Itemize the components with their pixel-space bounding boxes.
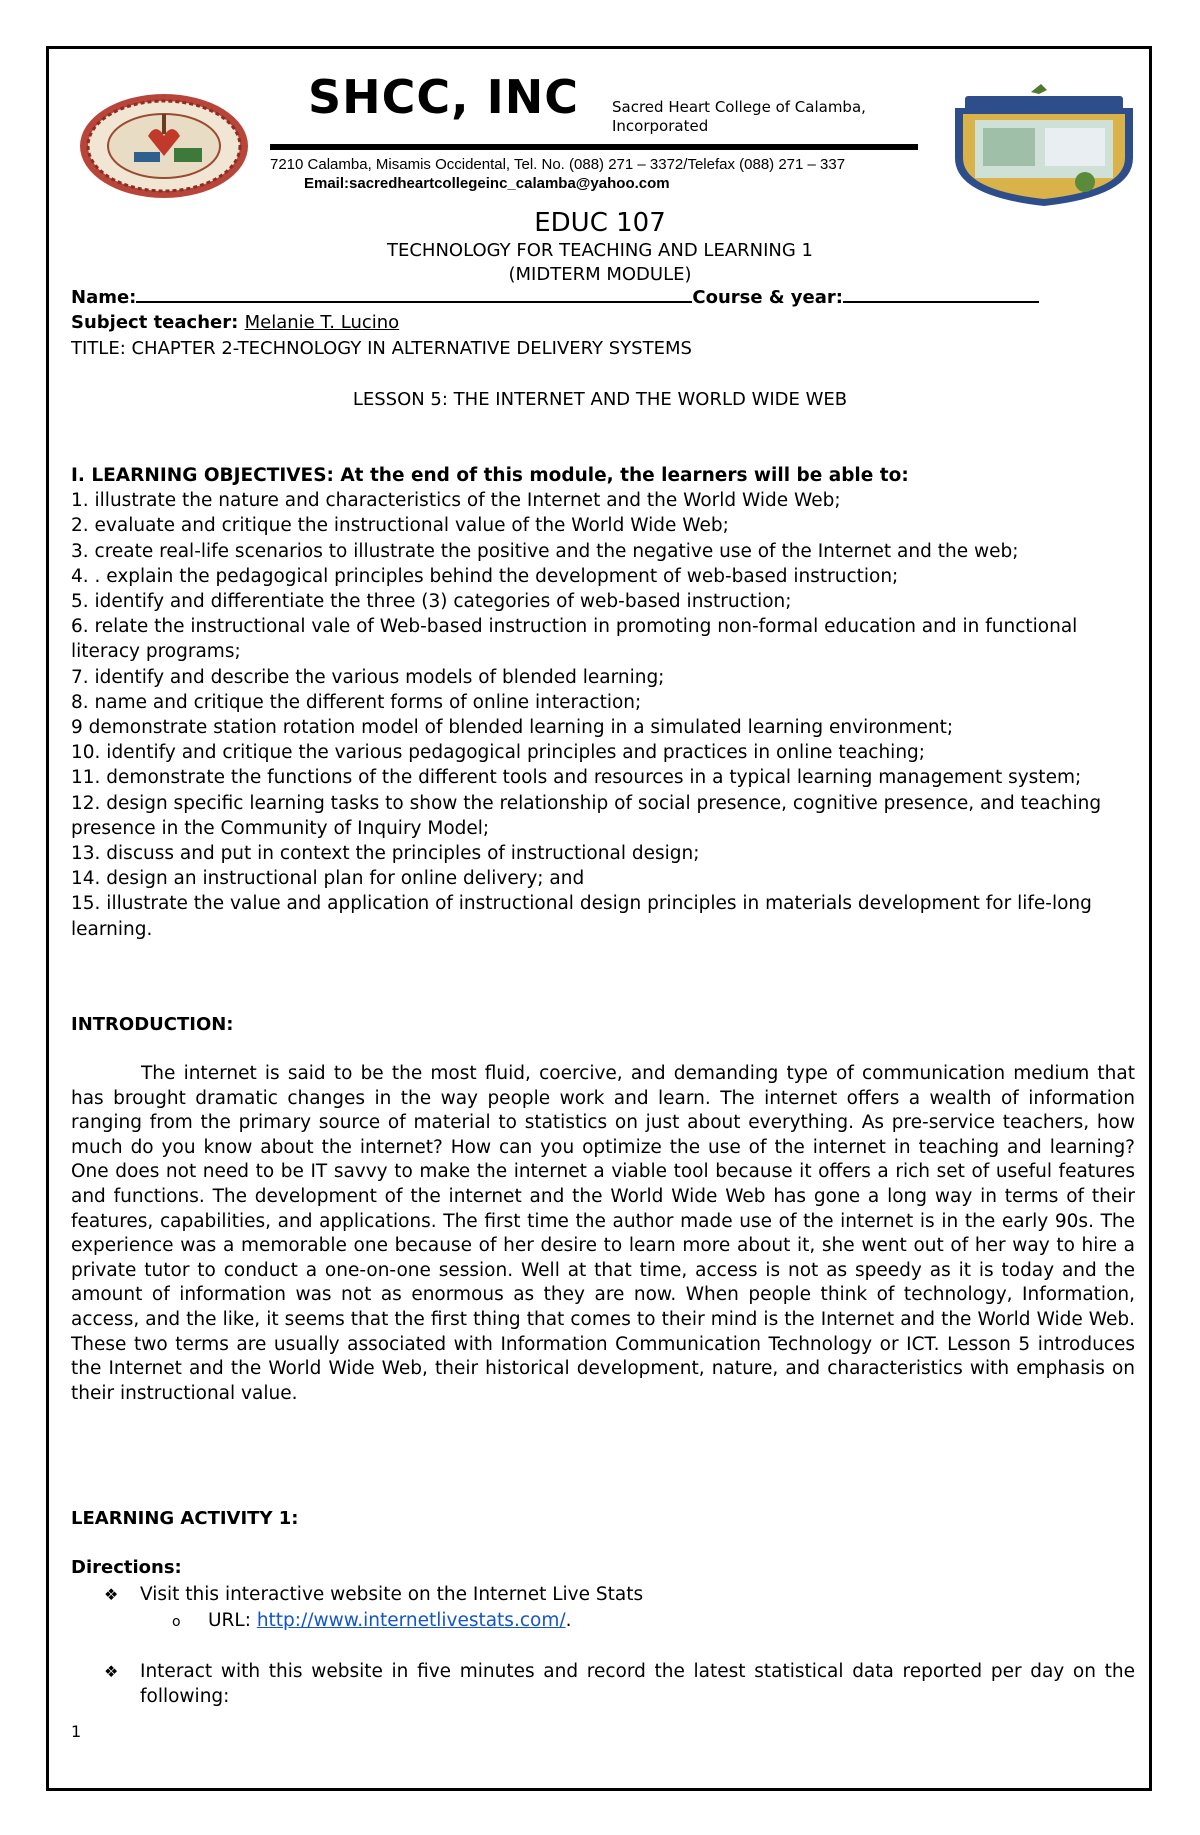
name-blank[interactable]: [136, 299, 692, 303]
brand-name: SHCC, INC: [308, 70, 580, 124]
direction-item: [104, 1584, 643, 1605]
name-label: Name:: [71, 287, 137, 308]
objective-item: 9 demonstrate station rotation model of blended learning in a simulated learning environment;: [71, 717, 954, 739]
introduction-heading: INTRODUCTION:: [71, 1014, 234, 1035]
teacher-name: Melanie T. Lucino: [244, 312, 400, 333]
teacher-line: [71, 312, 399, 333]
diamond-bullet-icon: ❖: [104, 1662, 119, 1681]
brand-subtitle: Sacred Heart College of Calamba, Incorporated: [612, 98, 866, 135]
course-title: TECHNOLOGY FOR TEACHING AND LEARNING 1: [386, 240, 814, 261]
objective-item: 7. identify and describe the various models of blended learning;: [71, 666, 665, 688]
course-code: EDUC 107: [534, 208, 666, 238]
objective-item: 6. relate the instructional vale of Web-based instruction in promoting non-formal education and in functional literacy programs;: [71, 616, 1078, 663]
url-label: URL:: [208, 1610, 257, 1631]
introduction-body: The internet is said to be the most fluid, coercive, and demanding type of communication medium that has brought dramatic changes in the way people work and learn. The internet offers a wealth of information ranging from the primary source of material to statistics on just about everything. As pre-service teachers, how much do you know about the internet? How can you optimize the use of the internet in teaching and learning? One does not need to be IT savvy to make the internet a viable tool because it offers a rich set of useful features and functions. The development of the internet and the World Wide Web has gone a long way in terms of their features, capabilities, and applications. The first time the author made use of the internet is in the early 90s. The experience was a memorable one because of her desire to learn more about it, she went out of her way to hire a private tutor to conduct a one-on-one session. Well at that time, access is not as speedy as it is today and the amount of information was not as enormous as they are now. When people think of technology, Information, access, and the like, it seems that the first thing that comes to their mind is the Internet and the World Wide Web. These two terms are usually associated with Information Communication Technology or ICT. Lesson 5 introduces the Internet and the World Wide Web, their historical development, nature, and characteristics with emphasis on their instructional value.: [71, 1063, 1135, 1404]
circle-bullet-icon: o: [172, 1614, 181, 1630]
teacher-label: Subject teacher:: [71, 312, 239, 333]
objective-item: 5. identify and differentiate the three (3) categories of web-based instruction;: [71, 591, 792, 613]
college-seal-logo: [78, 92, 250, 200]
module-label: (MIDTERM MODULE): [508, 264, 692, 285]
header-rule: [270, 144, 918, 150]
objective-item: 14. design an instructional plan for online delivery; and: [71, 868, 585, 890]
url-trail: .: [565, 1610, 572, 1631]
objective-item: 4. . explain the pedagogical principles behind the development of web-based instruction;: [71, 565, 899, 587]
objective-item: 8. name and critique the different forms of online interaction;: [71, 691, 642, 713]
direction-text: Interact with this website in five minutes and record the latest statistical data reported per day on the following:: [140, 1661, 1135, 1707]
direction-text: Visit this interactive website on the Internet Live Stats: [140, 1584, 644, 1605]
objective-item: 1. illustrate the nature and characteristics of the Internet and the World Wide Web;: [71, 490, 841, 512]
page-number: 1: [71, 1722, 82, 1741]
diamond-bullet-icon: ❖: [104, 1585, 119, 1604]
activity-heading: LEARNING ACTIVITY 1:: [71, 1508, 299, 1529]
internet-live-stats-link[interactable]: http://www.internetlivestats.com/: [256, 1610, 566, 1631]
objective-item: 10. identify and critique the various pedagogical principles and practices in online teaching;: [71, 742, 926, 764]
email: Email:sacredheartcollegeinc_calamba@yahoo.com: [304, 175, 670, 192]
objective-item: 12. design specific learning tasks to show the relationship of social presence, cognitive presence, and teaching presence in the Community of Inquiry Model;: [71, 792, 1102, 839]
address: 7210 Calamba, Misamis Occidental, Tel. No. (088) 271 – 3372/Telefax (088) 271 – 337: [270, 156, 846, 173]
objective-item: 15. illustrate the value and application of instructional design principles in materials development for life-long learning.: [71, 893, 1092, 940]
objectives-heading: I. LEARNING OBJECTIVES: At the end of this module, the learners will be able to:: [71, 465, 909, 486]
lesson-title: LESSON 5: THE INTERNET AND THE WORLD WIDE WEB: [352, 389, 848, 410]
objective-item: 13. discuss and put in context the principles of instructional design;: [71, 843, 700, 865]
chapter-title: TITLE: CHAPTER 2-TECHNOLOGY IN ALTERNATIVE DELIVERY SYSTEMS: [71, 338, 692, 359]
direction-item: [104, 1660, 1135, 1709]
learning-objectives: [71, 463, 1135, 942]
name-line: [71, 287, 1039, 308]
course-year-blank[interactable]: [843, 299, 1039, 303]
url-item: [172, 1610, 571, 1631]
archdiocesan-commission-logo: [935, 78, 1153, 208]
objective-item: 2. evaluate and critique the instructional value of the World Wide Web;: [71, 515, 729, 537]
objective-item: 3. create real-life scenarios to illustrate the positive and the negative use of the Internet and the web;: [71, 540, 1019, 562]
course-year-label: Course & year:: [692, 287, 843, 308]
directions-label: Directions:: [71, 1557, 182, 1578]
objective-item: 11. demonstrate the functions of the different tools and resources in a typical learning management system;: [71, 767, 1082, 789]
